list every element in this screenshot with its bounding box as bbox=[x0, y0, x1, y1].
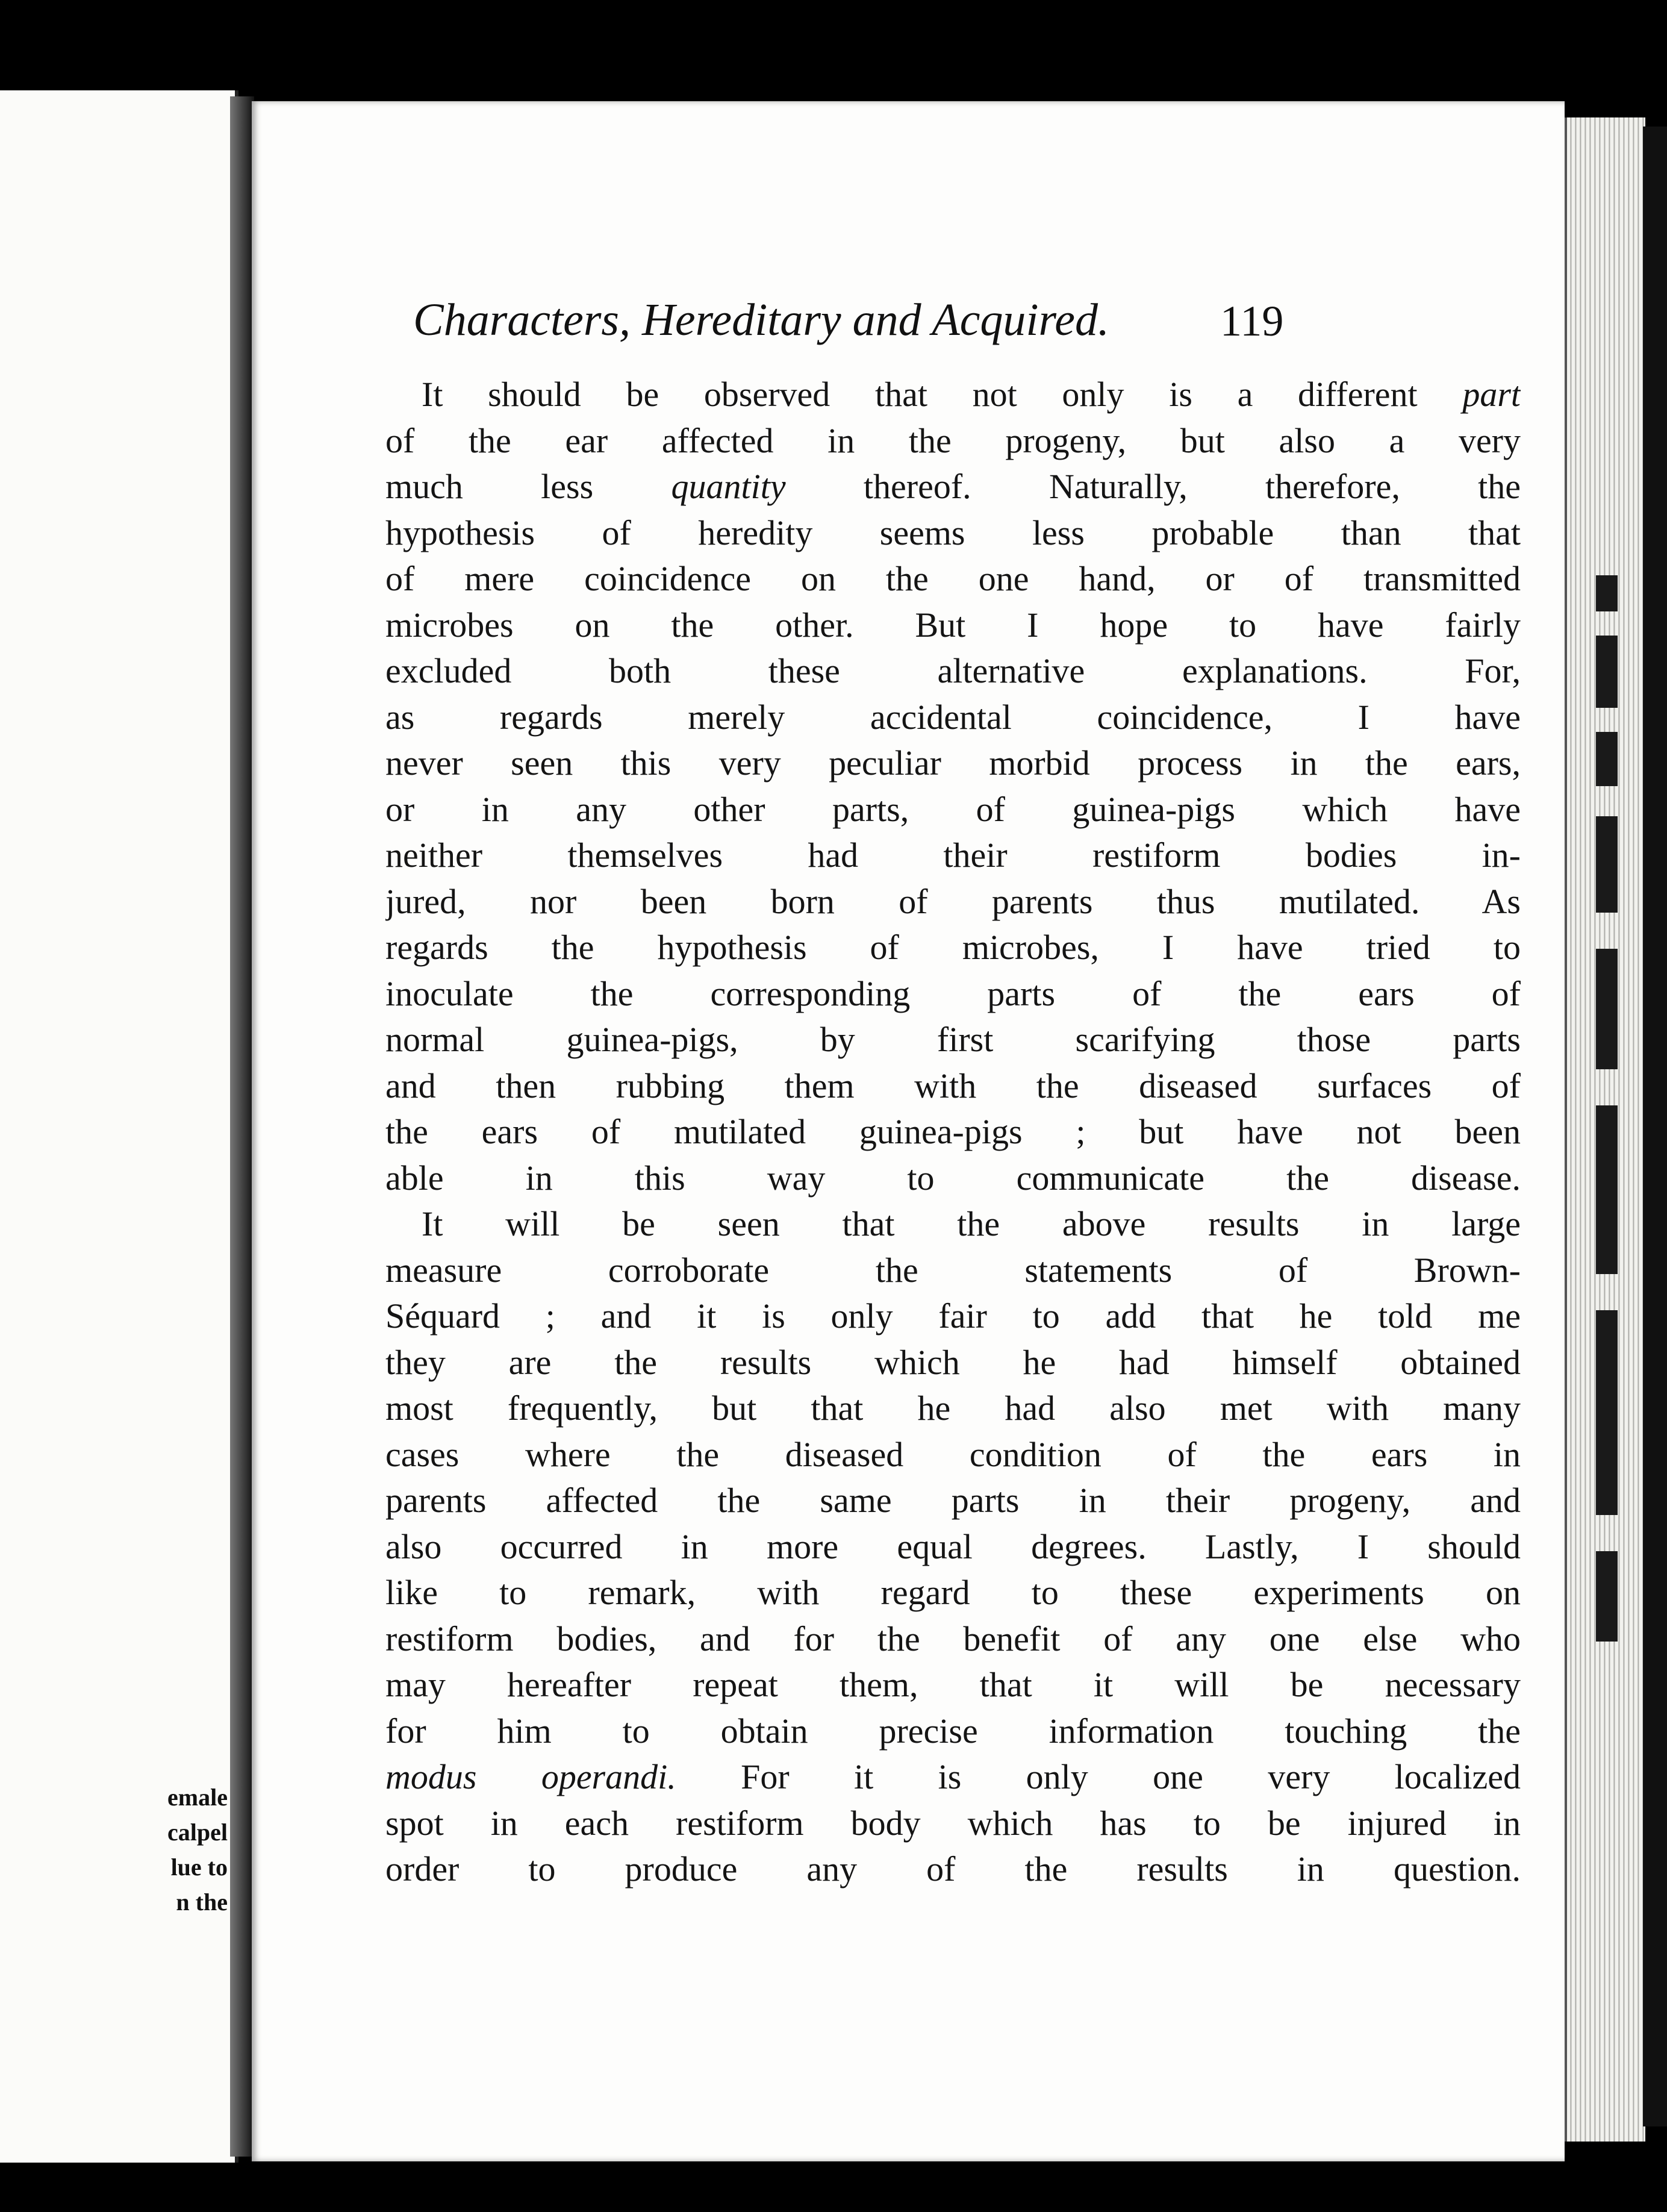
left-page-fragment-3: lue to bbox=[170, 1854, 228, 1881]
body-line-text: hypothesis of heredity seems less probable than that bbox=[385, 513, 1521, 552]
body-line bbox=[385, 372, 1521, 417]
book-gutter bbox=[230, 96, 254, 2157]
body-line bbox=[385, 1202, 1521, 1246]
body-line-text: for him to obtain precise information touching the bbox=[385, 1711, 1521, 1751]
body-line-text: measure corroborate the statements of Brown- bbox=[385, 1250, 1521, 1290]
body-line-text: restiform bodies, and for the benefit of any one else who bbox=[385, 1619, 1521, 1658]
body-line bbox=[385, 1340, 1521, 1385]
body-line-text: It will be seen that the above results in large bbox=[422, 1204, 1521, 1243]
body-line-text: regards the hypothesis of microbes, I have tried to bbox=[385, 928, 1521, 967]
body-line bbox=[385, 1386, 1521, 1431]
left-page-fragment-2: calpel bbox=[167, 1819, 228, 1846]
body-line-text: like to remark, with regard to these experiments on bbox=[385, 1573, 1521, 1612]
body-line-text: or in any other parts, of guinea-pigs which have bbox=[385, 789, 1521, 829]
body-line-text: For it is only one very localized bbox=[676, 1757, 1521, 1796]
body-line bbox=[385, 1478, 1521, 1523]
body-line-text: cases where the diseased condition of the ears in bbox=[385, 1434, 1521, 1474]
body-line-text: of the ear affected in the progeny, but also a very bbox=[385, 420, 1521, 460]
body-line bbox=[385, 557, 1521, 601]
body-line bbox=[385, 419, 1521, 463]
body-line bbox=[385, 1801, 1521, 1846]
body-line-text: excluded both these alternative explanations. For, bbox=[385, 651, 1521, 690]
body-line-text: also occurred in more equal degrees. Lastly, I should bbox=[385, 1526, 1521, 1566]
body-line bbox=[385, 603, 1521, 648]
body-line bbox=[385, 1570, 1521, 1615]
body-line-text: normal guinea-pigs, by first scarifying those parts bbox=[385, 1020, 1521, 1059]
page-number: 119 bbox=[1220, 297, 1284, 345]
body-line-text: and then rubbing them with the diseased surfaces of bbox=[385, 1066, 1521, 1105]
body-line-text: the ears of mutilated guinea-pigs ; but have not been bbox=[385, 1112, 1521, 1151]
body-line-emphasis: part bbox=[1462, 375, 1521, 414]
body-line bbox=[385, 1110, 1521, 1154]
body-line-text: most frequently, but that he had also met with many bbox=[385, 1389, 1521, 1428]
body-line-text: thereof. Naturally, therefore, the bbox=[785, 467, 1521, 506]
body-line bbox=[385, 1709, 1521, 1754]
body-line-text: as regards merely accidental coincidence, I have bbox=[385, 697, 1521, 737]
body-line bbox=[385, 1847, 1521, 1892]
body-line-text: neither themselves had their restiform bodies in- bbox=[385, 836, 1521, 875]
body-line bbox=[385, 972, 1521, 1016]
body-line bbox=[385, 1432, 1521, 1477]
body-line-emphasis: modus operandi. bbox=[385, 1757, 676, 1796]
body-line-text: microbes on the other. But I hope to have fairly bbox=[385, 605, 1521, 645]
body-line-text: may hereafter repeat them, that it will be necessary bbox=[385, 1665, 1521, 1704]
body-line-text: much less bbox=[385, 467, 671, 506]
body-line bbox=[385, 1525, 1521, 1569]
body-line bbox=[385, 464, 1521, 509]
body-line bbox=[385, 787, 1521, 832]
body-line-text: of mere coincidence on the one hand, or of transmitted bbox=[385, 559, 1521, 598]
body-line bbox=[385, 1064, 1521, 1108]
body-line bbox=[385, 741, 1521, 786]
body-line-text: inoculate the corresponding parts of the ears of bbox=[385, 973, 1521, 1013]
body-line-text: able in this way to communicate the disease. bbox=[385, 1158, 1521, 1198]
right-page bbox=[252, 101, 1565, 2161]
body-line-text: Séquard ; and it is only fair to add that he told me bbox=[385, 1296, 1521, 1336]
body-line bbox=[385, 695, 1521, 740]
body-line bbox=[385, 1663, 1521, 1707]
body-line bbox=[385, 833, 1521, 878]
body-line bbox=[385, 925, 1521, 970]
left-page-fragment-1: emale bbox=[167, 1784, 228, 1811]
body-line bbox=[385, 511, 1521, 555]
body-line-text: parents affected the same parts in their progeny, and bbox=[385, 1481, 1521, 1520]
body-line bbox=[385, 1248, 1521, 1293]
left-facing-page bbox=[0, 90, 238, 2163]
body-line bbox=[385, 649, 1521, 693]
body-line bbox=[385, 879, 1521, 924]
running-head: Characters, Hereditary and Acquired. bbox=[413, 295, 1110, 345]
body-line-text: jured, nor been born of parents thus mutilated. As bbox=[385, 881, 1521, 921]
body-line-text: order to produce any of the results in question. bbox=[385, 1849, 1521, 1889]
page-fore-edge bbox=[1565, 117, 1645, 2142]
book-cover-edge bbox=[1643, 127, 1667, 2126]
body-line bbox=[385, 1156, 1521, 1201]
body-line bbox=[385, 1294, 1521, 1339]
body-line-emphasis: quantity bbox=[671, 467, 786, 506]
body-line bbox=[385, 1617, 1521, 1661]
body-line bbox=[385, 1755, 1521, 1799]
body-line bbox=[385, 1017, 1521, 1062]
body-line-text: never seen this very peculiar morbid process in the ears, bbox=[385, 743, 1521, 783]
left-page-fragment-4: n the bbox=[176, 1889, 228, 1916]
body-line-text: spot in each restiform body which has to be injured in bbox=[385, 1803, 1521, 1843]
body-line-text: It should be observed that not only is a different bbox=[422, 375, 1463, 414]
body-line-text: they are the results which he had himself obtained bbox=[385, 1342, 1521, 1382]
